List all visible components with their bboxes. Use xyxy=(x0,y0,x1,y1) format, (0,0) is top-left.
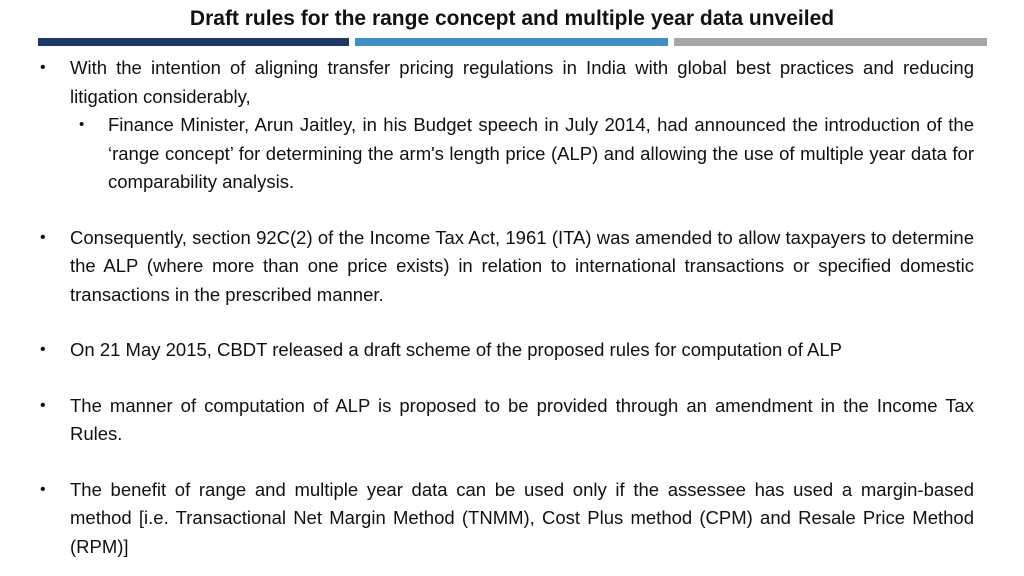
bullet-dot: • xyxy=(40,480,46,498)
bullet-list xyxy=(38,54,974,561)
bullet-dot: • xyxy=(40,341,46,358)
spacer xyxy=(38,309,974,336)
bullet-item xyxy=(38,476,974,562)
bullet-dot: • xyxy=(40,228,46,246)
bullet-text: Consequently, section 92C(2) of the Income Tax Act, 1961 (ITA) was amended to allow taxpayers to determine the ALP (where more than one price exists) in relation to international transactions or specified domestic transactions in the prescribed manner. xyxy=(70,226,974,305)
bullet-text: With the intention of aligning transfer pricing regulations in India with global best practices and reducing litigation considerably, xyxy=(70,57,974,107)
bullet-text: On 21 May 2015, CBDT released a draft scheme of the proposed rules for computation of ALP xyxy=(70,339,842,360)
sub-bullet-dot: • xyxy=(79,116,85,133)
bullet-dot: • xyxy=(40,396,46,414)
bullet-dot: • xyxy=(40,59,46,76)
title-divider-segment-1 xyxy=(38,38,349,46)
sub-bullet-item xyxy=(38,111,974,197)
bullet-item xyxy=(38,336,974,365)
title-divider-segment-2 xyxy=(355,38,668,46)
bullet-item xyxy=(38,54,974,111)
bullet-text: The benefit of range and multiple year data can be used only if the assessee has used a margin-based method [i.e. Transactional Net Margin Method (TNMM), Cost Plus method (CPM) and Resale Price Method (RPM)] xyxy=(70,478,974,557)
spacer xyxy=(38,365,974,392)
bullet-item xyxy=(38,224,974,310)
bullet-item xyxy=(38,392,974,449)
title-divider-segment-3 xyxy=(674,38,987,46)
page-title: Draft rules for the range concept and multiple year data unveiled xyxy=(189,7,835,30)
spacer xyxy=(38,449,974,476)
bullet-text: The manner of computation of ALP is proposed to be provided through an amendment in the Income Tax Rules. xyxy=(70,394,974,444)
sub-bullet-text: Finance Minister, Arun Jaitley, in his Budget speech in July 2014, had announced the introduction of the ‘range concept’ for determining the arm's length price (ALP) and allowing the use of multiple year data for comparability analysis. xyxy=(108,114,974,192)
spacer xyxy=(38,197,974,224)
